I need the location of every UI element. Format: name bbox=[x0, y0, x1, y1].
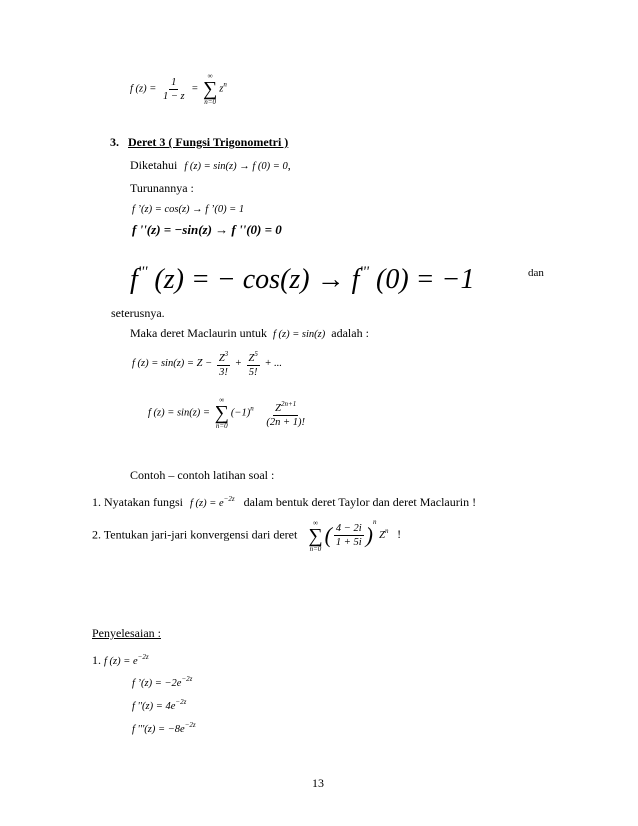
series2-factor: (−1) bbox=[230, 407, 251, 419]
soal-1 bbox=[92, 492, 476, 510]
diketahui-label: Diketahui bbox=[130, 158, 178, 172]
sigma-icon: ∑ bbox=[308, 524, 323, 547]
eq1-equals: = bbox=[191, 83, 199, 95]
eq1-term-exponent: n bbox=[223, 80, 227, 89]
seterusnya-text: seterusnya. bbox=[111, 306, 165, 320]
diketahui-line bbox=[130, 158, 291, 173]
sin-series-expanded bbox=[132, 349, 282, 378]
series2-sum-lower: n=0 bbox=[215, 422, 228, 430]
series2-sum-upper: ∞ bbox=[219, 396, 225, 404]
soal1-post: dalam bentuk deret Taylor dan deret Maclaurin ! bbox=[243, 495, 477, 509]
contoh-heading: Contoh – contoh latihan soal : bbox=[130, 468, 275, 482]
soal1-pre: 1. Nyatakan fungsi bbox=[92, 495, 183, 509]
series2-num: Z bbox=[275, 402, 281, 414]
soal2-math bbox=[306, 518, 391, 553]
diketahui-end: , bbox=[287, 158, 291, 172]
eq1-lhs: f (z) = bbox=[130, 83, 157, 95]
solution-line-4 bbox=[132, 719, 196, 736]
d3-f: f bbox=[130, 264, 138, 295]
eq1-numerator: 1 bbox=[171, 76, 177, 88]
sol3-exp: −2z bbox=[175, 698, 187, 706]
series1-exp1: 3 bbox=[224, 350, 229, 358]
maka-post: adalah : bbox=[331, 326, 369, 340]
soal2-frac bbox=[334, 523, 364, 548]
sol4-exp: −2z bbox=[184, 721, 196, 729]
series1-num1: Z bbox=[218, 353, 225, 364]
soal-2 bbox=[92, 516, 401, 553]
soal2-z: Z bbox=[379, 530, 385, 541]
series1-tail: + ... bbox=[264, 357, 283, 369]
eq1-term: z bbox=[219, 83, 224, 95]
derivative-3-large bbox=[130, 256, 474, 296]
eq1-sum-upper: ∞ bbox=[207, 72, 213, 80]
left-paren-icon: ( bbox=[324, 522, 332, 548]
soal2-num: 4 − 2i bbox=[335, 523, 362, 535]
sol4-math: f '''(z) = −8e bbox=[132, 724, 185, 735]
series1-exp2: 5 bbox=[254, 350, 258, 358]
derivative-2: f ''(z) = −sin(z) → f ''(0) = 0 bbox=[132, 222, 282, 237]
section-title: Deret 3 ( Fungsi Trigonometri ) bbox=[128, 135, 289, 149]
sol1-math: f (z) = e bbox=[104, 656, 138, 667]
series2-sum bbox=[215, 396, 229, 430]
soal2-sum-lower: n=0 bbox=[309, 544, 322, 553]
soal2-z-exp: n bbox=[384, 527, 389, 535]
dan-label: dan bbox=[528, 267, 544, 279]
equation-geometric-series bbox=[130, 72, 227, 106]
soal2-sum-upper: ∞ bbox=[312, 518, 318, 527]
sigma-icon: ∑ bbox=[214, 402, 229, 424]
derivative-1: f ’(z) = cos(z) → f ’(0) = 1 bbox=[132, 204, 245, 215]
series1-num2: Z bbox=[248, 353, 255, 364]
series1-frac1 bbox=[217, 349, 230, 378]
eq1-sum-lower: n=0 bbox=[204, 98, 216, 106]
soal1-exp: −2z bbox=[223, 495, 235, 503]
page-number: 13 bbox=[312, 776, 324, 790]
series2-lhs: f (z) = sin(z) = bbox=[148, 407, 211, 419]
series1-plus: + bbox=[234, 357, 242, 369]
sigma-icon: ∑ bbox=[202, 78, 218, 100]
solution-line-3 bbox=[132, 696, 186, 713]
series1-den1: 3! bbox=[219, 367, 228, 378]
d3-rhs: (0) = −1 bbox=[376, 264, 475, 295]
penyelesaian-heading: Penyelesaian : bbox=[92, 626, 161, 640]
solution-line-2 bbox=[132, 673, 192, 690]
maka-pre: Maka deret Maclaurin untuk bbox=[130, 326, 267, 340]
soal2-exp: n bbox=[373, 518, 377, 526]
series2-num-exp: 2n+1 bbox=[280, 399, 297, 408]
sin-series-sigma bbox=[148, 396, 309, 430]
series2-den: (2n + 1)! bbox=[266, 416, 305, 428]
d3-primes2: ''' bbox=[359, 264, 370, 280]
sol3-math: f ''(z) = 4e bbox=[132, 701, 176, 712]
series1-den2: 5! bbox=[248, 367, 258, 378]
maka-math: f (z) = sin(z) bbox=[272, 329, 326, 340]
soal2-sum bbox=[308, 519, 322, 553]
section-number: 3. bbox=[110, 135, 119, 149]
maka-line bbox=[130, 326, 369, 341]
series1-frac2 bbox=[247, 349, 260, 378]
sol1-pre: 1. bbox=[92, 653, 101, 667]
soal2-den: 1 + 5i bbox=[335, 537, 362, 549]
series2-factor-exp: n bbox=[250, 404, 254, 413]
series2-frac bbox=[264, 399, 307, 428]
diketahui-math: f (z) = sin(z) → f (0) = 0 bbox=[184, 161, 288, 172]
turunannya-label: Turunannya : bbox=[130, 181, 194, 195]
sol2-math: f ’(z) = −2e bbox=[132, 678, 182, 689]
eq1-fraction bbox=[161, 77, 187, 102]
sol2-exp: −2z bbox=[181, 675, 193, 683]
series1-lhs: f (z) = sin(z) = Z − bbox=[132, 357, 213, 369]
soal2-pre: 2. Tentukan jari-jari konvergensi dari deret bbox=[92, 527, 298, 542]
soal2-post: ! bbox=[397, 527, 402, 542]
d3-primes: ''' bbox=[137, 264, 148, 280]
d3-mid: (z) = − cos(z) → f bbox=[154, 264, 360, 295]
section-heading bbox=[110, 135, 288, 149]
sol1-exp: −2z bbox=[137, 653, 149, 661]
right-paren-icon: ) bbox=[365, 522, 373, 548]
solution-line-1 bbox=[92, 650, 149, 668]
eq1-sum bbox=[203, 72, 217, 106]
eq1-denominator: 1 − z bbox=[162, 90, 185, 102]
soal1-math: f (z) = e bbox=[189, 498, 224, 509]
